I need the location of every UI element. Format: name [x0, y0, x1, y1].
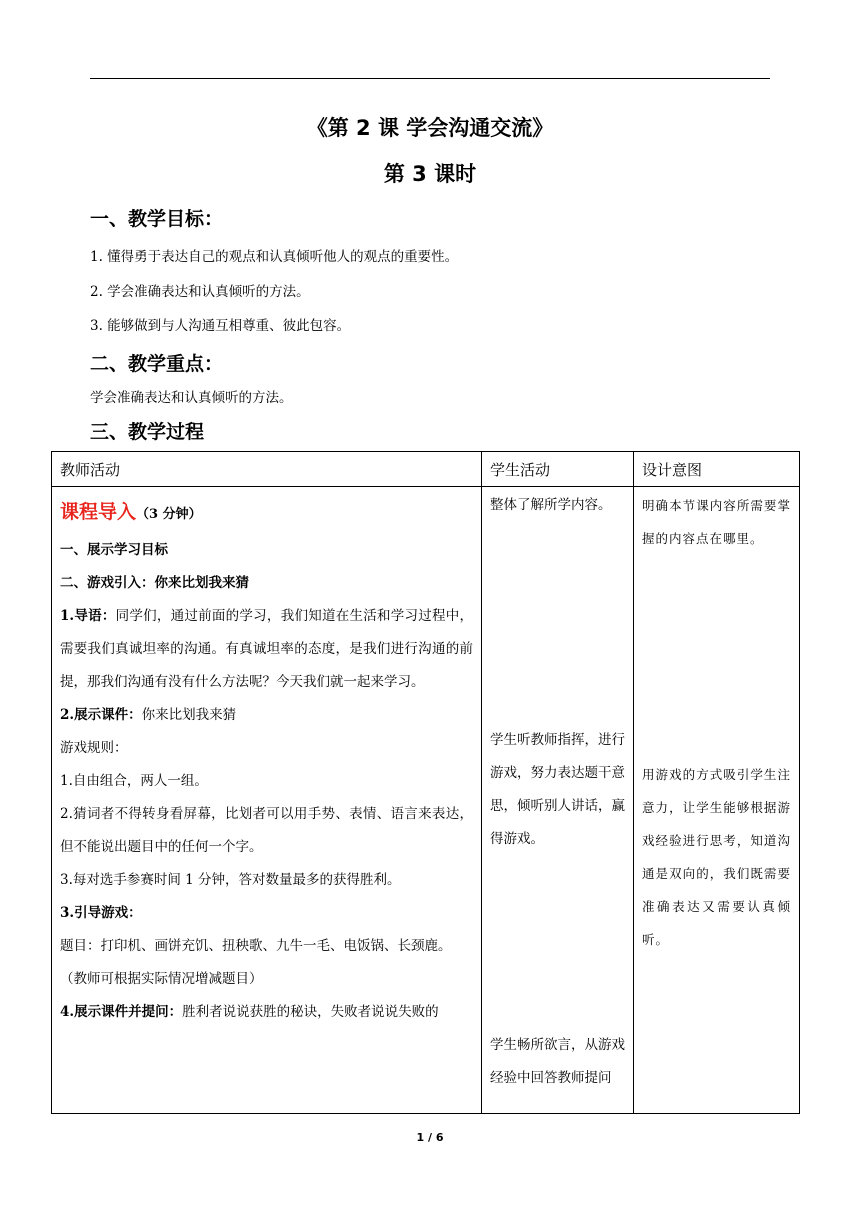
- document-subtitle: 第 3 课时: [383, 162, 477, 186]
- document-title: 《第 2 课 学会沟通交流》: [306, 116, 554, 140]
- ask-label: 4.展示课件并提问：: [60, 1004, 183, 1020]
- intro-time: （3 分钟）: [136, 507, 202, 522]
- rules-title: 游戏规则：: [60, 740, 128, 756]
- step-game-intro: 二、游戏引入：你来比划我来猜: [60, 575, 249, 591]
- header-teacher-activity: 教师活动: [52, 452, 482, 487]
- teacher-activity-cell: [52, 487, 482, 1114]
- goal-item: 2. 学会准确表达和认真倾听的方法。: [90, 284, 310, 300]
- lesson-process-table: [51, 451, 800, 1114]
- goal-item: 3. 能够做到与人沟通互相尊重、彼此包容。: [90, 318, 351, 334]
- page-number: 1 / 6: [416, 1131, 444, 1144]
- header-student-activity: 学生活动: [482, 452, 634, 487]
- teacher-note: （教师可根据实际情况增减题目）: [60, 971, 263, 987]
- header-design-intent: 设计意图: [634, 452, 800, 487]
- rule-item: 3.每对选手参赛时间 1 分钟，答对数量最多的获得胜利。: [60, 872, 401, 888]
- game-topics: 题目：打印机、画饼充饥、扭秧歌、九牛一毛、电饭锅、长颈鹿。: [60, 938, 452, 954]
- student-activity-cell: [482, 487, 634, 1114]
- student-activity-1: 整体了解所学内容。: [490, 497, 612, 513]
- design-intent-2: 用游戏的方式吸引学生注意力，让学生能够根据游戏经验进行思考，知道沟通是双向的，我们既需要准确表达又需要认真倾听。: [642, 767, 791, 947]
- goals-heading: 一、教学目标：: [90, 208, 224, 230]
- step-show-goals: 一、展示学习目标: [60, 542, 168, 558]
- design-intent-cell: [634, 487, 800, 1114]
- intro-title: 课程导入: [60, 501, 137, 523]
- game-label: 3.引导游戏：: [60, 905, 142, 921]
- header-rule: [90, 78, 770, 79]
- show-label: 2.展示课件：: [60, 707, 142, 723]
- process-heading: 三、教学过程: [90, 421, 205, 443]
- focus-heading: 二、教学重点：: [90, 353, 224, 375]
- student-activity-2: 学生听教师指挥，进行游戏，努力表达题干意思，倾听别人讲话，赢得游戏。: [490, 732, 625, 847]
- guide-label: 1.导语：: [60, 608, 116, 624]
- ask-text: 胜利者说说获胜的秘诀，失败者说说失败的: [182, 1004, 439, 1020]
- student-activity-3: 学生畅所欲言，从游戏经验中回答教师提问: [490, 1037, 625, 1086]
- table-row: [52, 487, 800, 1114]
- focus-text: 学会准确表达和认真倾听的方法。: [90, 390, 293, 406]
- goal-item: 1. 懂得勇于表达自己的观点和认真倾听他人的观点的重要性。: [90, 249, 459, 265]
- show-text: 你来比划我来猜: [141, 707, 237, 723]
- table-header-row: [52, 452, 800, 487]
- rule-item: 2.猜词者不得转身看屏幕，比划者可以用手势、表情、语言来表达，但不能说出题目中的任何一个字。: [60, 806, 473, 855]
- rule-item: 1.自由组合，两人一组。: [60, 773, 208, 789]
- guide-text: 同学们，通过前面的学习，我们知道在生活和学习过程中，需要我们真诚坦率的沟通。有真诚坦率的态度，是我们进行沟通的前提，那我们沟通有没有什么方法呢？今天我们就一起来学习。: [60, 608, 474, 690]
- design-intent-1: 明确本节课内容所需要掌握的内容点在哪里。: [642, 498, 791, 546]
